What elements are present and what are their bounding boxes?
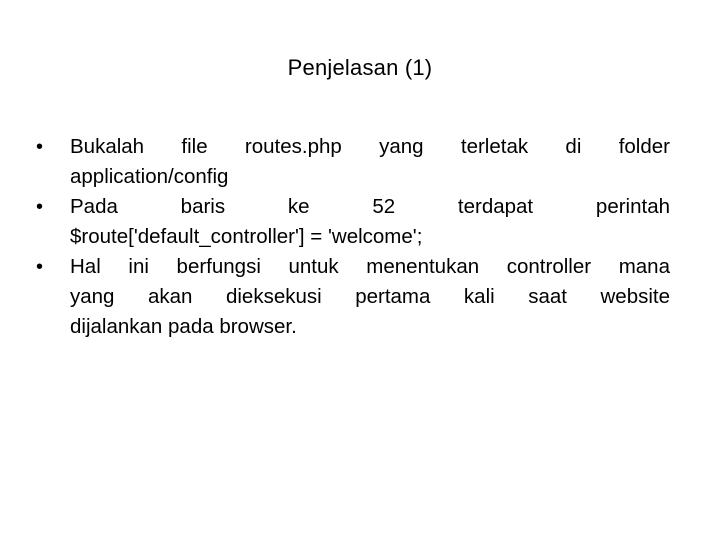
- bullet-icon: •: [36, 136, 44, 158]
- bullet-icon: •: [36, 256, 44, 278]
- slide-title: Penjelasan (1): [287, 55, 433, 80]
- bullet-text-line: Bukalah file routes.php yang terletak di folder: [70, 135, 670, 158]
- bullet-icon: •: [36, 196, 44, 218]
- bullet-text-line: dijalankan pada browser.: [70, 315, 297, 338]
- bullet-text-line: yang akan dieksekusi pertama kali saat website: [70, 285, 670, 308]
- bullet-list: [36, 132, 670, 342]
- bullet-item: [36, 132, 670, 192]
- bullet-text-line: Pada baris ke 52 terdapat perintah: [70, 195, 670, 218]
- bullet-text-line: Hal ini berfungsi untuk menentukan controller mana: [70, 255, 670, 278]
- bullet-text-line: application/config: [70, 165, 229, 188]
- bullet-item: [36, 192, 670, 252]
- bullet-item: [36, 252, 670, 342]
- bullet-text-line: $route['default_controller'] = 'welcome';: [70, 225, 423, 248]
